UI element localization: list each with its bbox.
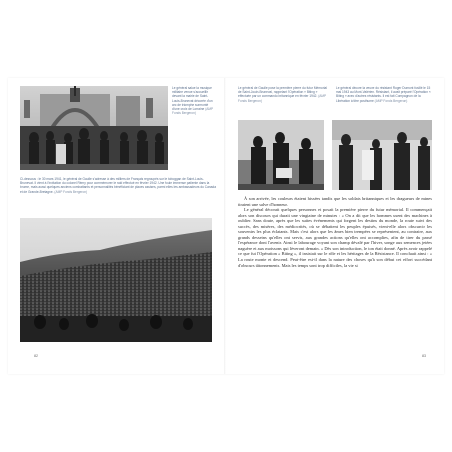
caption-middle-text: Ci-dessous : le 30 mars 1941, le général de Gaulle s'adresse à des milliers de Français regroupés sur le toboggan de Saint-Louis-Brunevat. Il vient à l'invitation du colonel Rémy pour commémorer le raid effectué en février 1942. Une foule immense patiente dans la brume, mais aussi quelques anciens combattants et personnalités bénéficiant de places assises, parmi elles les ambassadeurs du Canada et de Grande-Bretagne. [20, 177, 216, 194]
caption-right-left-credit: (AMP Fonds Bergeron) [238, 94, 327, 103]
caption-top-credit: (AMP Fonds Bergeron) [172, 107, 214, 116]
caption-right-left [238, 86, 328, 103]
article-body [238, 196, 432, 268]
caption-middle [20, 177, 216, 194]
page-number-left: 82 [34, 354, 38, 358]
page-number-right: 83 [422, 354, 426, 358]
caption-middle-credit: (AMP Fonds Bergeron) [54, 189, 88, 194]
book-spread [8, 78, 444, 374]
photo-first-stone [238, 120, 324, 190]
caption-right-right-credit: (AMP Fonds Bergeron) [374, 98, 408, 103]
photo-crowd [20, 218, 212, 342]
caption-right-right-text: Le général décore la veuve du résistant Roger Dumont fusillé le 15 mai 1943 au Mont-Valérien. Résistant, il avait préparé l'Opération « Biting » avec d'autres résistants. Il est fait Compagnon de la Libération à titre posthume [336, 86, 431, 103]
body-paragraph: À son arrivée, les couleurs étaient hissées tandis que les soldats britanniques et les dragueurs de mines tiraient une salve d'honneur. [238, 196, 432, 207]
body-paragraph: Le général décorait quelques personnes et posait la première pierre du futur mémorial. Il commençait alors son discours qui durait une vingtaine de minutes : « On a dit que les hommes usent des machines à oublier. Sans doute, après que les suites événements qui forgent les destins du monde, la route suivi des succès, des misères, des médiocrités, où se débattent les peuples épuisés, vient-elle alors obscurcir les souvenirs les plus éclatants. Mais c'est alors que les âmes bien trempées se représentent, au contraire, aux grands desseins qu'elles ont servis, aux grandes actions qu'elles ont accomplies, afin de tirer du passé l'espérance dont l'avenir. Ainsi le labourage voyant son champ dévalé par l'hiver, songe aux semences jetées naguère et aux moissons qui lèveront demain. » Dès son introduction, le ton était donné. Après avoir rappelé ce que fut l'Opération « Biting », il insistait sur le rôle et les héritages de la Résistance. Il concluait ainsi : « La route monte et descend. Peut-être est-il dans la nature des choses qu'à son début cet effort succédant d'obscurs tâtonnements. Mais les temps sont trop difficiles, la vie si [238, 207, 432, 268]
caption-top-text: Le général salue la musique militaire venue s'accueillir devant la mairie de Saint-Louis-Brunevat décorée d'un arc de triomphe surmonté d'une croix de Lorraine [172, 86, 213, 112]
photo-de-gaulle-arrival [20, 86, 168, 170]
caption-right-left-text: Le général de Gaulle pose la première pierre du futur Mémorial de Saint-Jouin-Bruneval, rappelant l'Opération « Biting » effectuée par un commando britannique en février 1942. [238, 86, 327, 99]
caption-top [172, 86, 216, 115]
right-page [226, 78, 444, 374]
photo-decoration [332, 120, 432, 190]
left-page [8, 78, 226, 374]
caption-right-right [336, 86, 432, 103]
